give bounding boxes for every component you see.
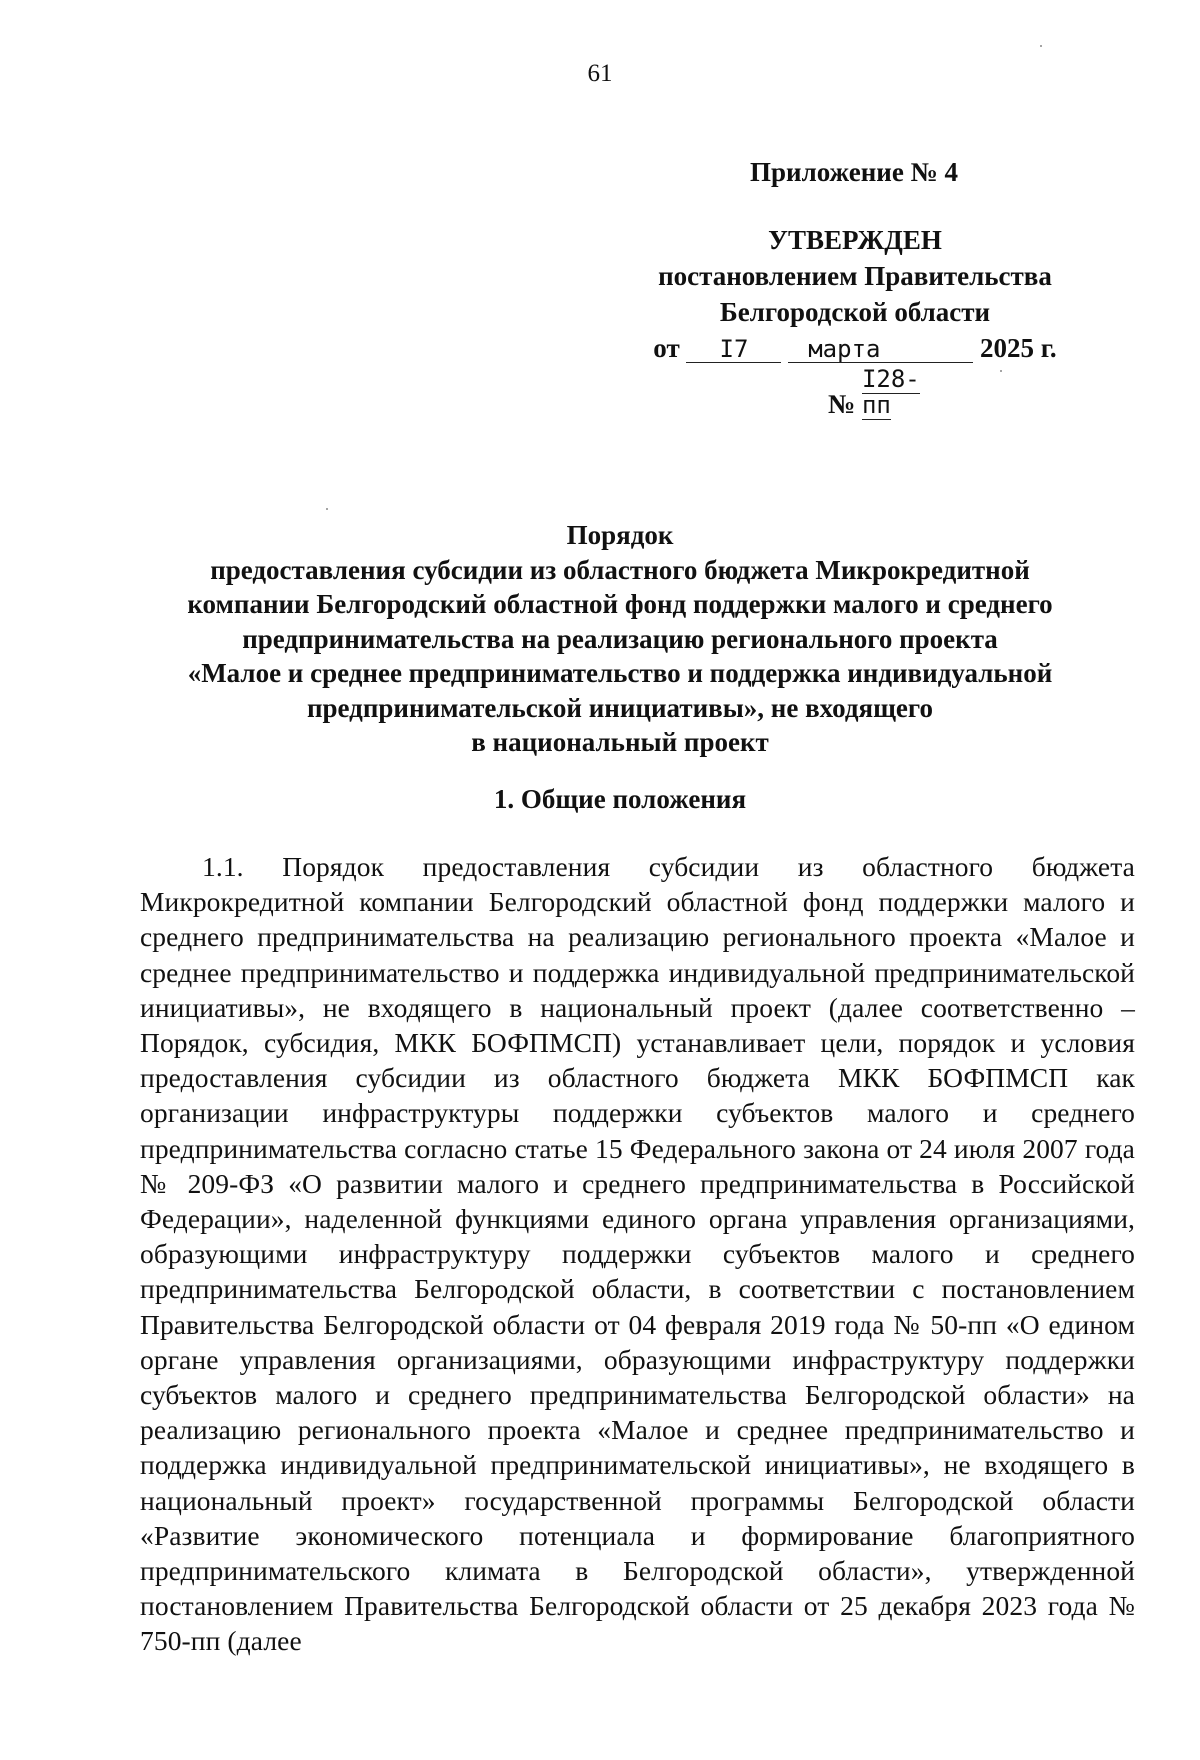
number-value-wrapper: [862, 366, 942, 418]
appendix-label: Приложение № 4: [750, 157, 958, 187]
approval-date-line: [620, 330, 1090, 366]
document-title: [140, 518, 1100, 760]
approved-label: УТВЕРЖДЕН: [768, 225, 942, 255]
title-line: «Малое и среднее предпринимательство и поддержка индивидуальной: [187, 658, 1053, 688]
section-heading: 1. Общие положения: [493, 784, 747, 814]
approved-by-line: постановлением Правительства: [658, 261, 1052, 291]
approval-block: [620, 222, 1090, 422]
approval-number-line: [620, 366, 1090, 422]
scan-speck: [1000, 370, 1002, 372]
title-line: компании Белгородский областной фонд поддержки малого и среднего: [187, 589, 1053, 619]
body-paragraph: 1.1. Порядок предоставления субсидии из областного бюджета Микрокредитной компании Белгородский областной фонд поддержки малого и среднего предпринимательства на реализацию регионального проекта «Малое и среднее предпринимательство и поддержка индивидуальной предпринимательской инициативы», не входящего в национальный проект (далее соответственно – Порядок, субсидия, МКК БОФПМСП) устанавливает цели, порядок и условия предоставления субсидии из областного бюджета МКК БОФПМСП как организации инфраструктуры поддержки субъектов малого и среднего предпринимательства согласно статье 15 Федерального закона от 24 июля 2007 года № 209-ФЗ «О развитии малого и среднего предпринимательства в Российской Федерации», наделенной функциями единого органа управления организациями, образующими инфраструктуру поддержки субъектов малого и среднего предпринимательства Белгородской области, в соответствии с постановлением Правительства Белгородской области от 04 февраля 2019 года № 50-пп «О едином органе управления организациями, образующими инфраструктуру поддержки субъектов малого и среднего предпринимательства Белгородской области» на реализацию регионального проекта «Малое и среднее предпринимательство и поддержка индивидуальной предпринимательской инициативы», не входящего в национальный проект» государственной программы Белгородской области «Развитие экономического потенциала и формирование благоприятного предпринимательского климата в Белгородской области», утвержденной постановлением Правительства Белгородской области от 25 декабря 2023 года № 750-пп (далее: [140, 851, 1135, 1657]
title-line: предоставления субсидии из областного бюджета Микрокредитной: [210, 554, 1030, 585]
approved-region: Белгородской области: [719, 297, 991, 327]
page-number: 61: [587, 60, 613, 87]
date-day: I7: [686, 336, 781, 363]
title-line: предпринимательства на реализацию регионального проекта: [242, 623, 998, 654]
date-month: марта: [788, 336, 973, 363]
number-value: I28-пп: [861, 365, 920, 419]
title-line: Порядок: [566, 520, 674, 550]
scan-speck: [1040, 45, 1042, 47]
date-year: 2025 г.: [979, 333, 1057, 363]
date-prefix: от: [653, 333, 680, 363]
number-prefix: №: [828, 389, 856, 419]
title-line: предпринимательской инициативы», не входящего: [306, 692, 934, 723]
scan-speck: [326, 508, 328, 510]
title-line: в национальный проект: [471, 727, 769, 757]
